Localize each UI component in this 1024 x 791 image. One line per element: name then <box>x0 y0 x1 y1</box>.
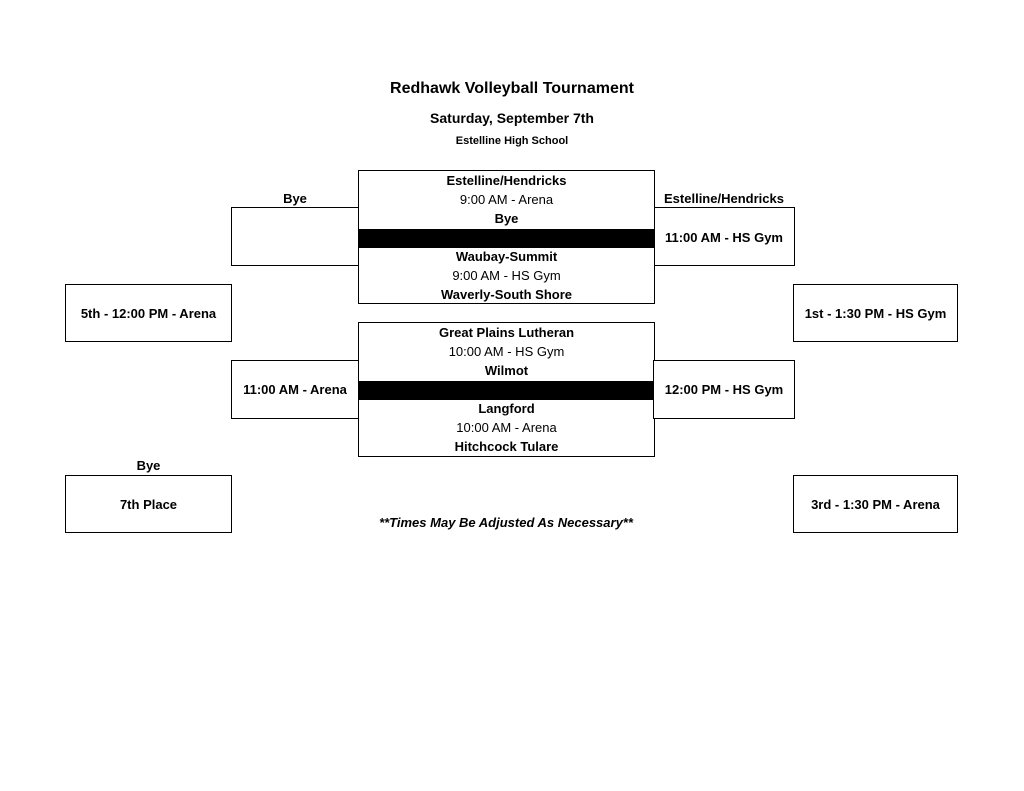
seventh-label: Bye <box>136 458 161 473</box>
right-top-box-text: 11:00 AM - HS Gym <box>664 230 783 245</box>
first-place-box <box>793 284 958 342</box>
top-match-time-a: 9:00 AM - Arena <box>459 192 554 207</box>
first-place-text: 1st - 1:30 PM - HS Gym <box>804 306 947 321</box>
top-match-team-a: Estelline/Hendricks <box>446 173 567 188</box>
right-top-label: Estelline/Hendricks <box>664 191 784 206</box>
top-match-opponent-b: Waverly-South Shore <box>441 287 572 302</box>
left-top-label: Bye <box>283 191 307 206</box>
footer-note: **Times May Be Adjusted As Necessary** <box>379 515 633 530</box>
right-mid-box-text: 12:00 PM - HS Gym <box>664 382 784 397</box>
right-mid-bracket-box <box>653 360 795 419</box>
tournament-date: Saturday, September 7th <box>430 110 594 126</box>
right-top-bracket-box <box>653 207 795 266</box>
top-match-time-b: 9:00 AM - HS Gym <box>452 268 561 283</box>
third-place-text: 3rd - 1:30 PM - Arena <box>811 497 940 512</box>
page-title: Redhawk Volleyball Tournament <box>390 80 634 97</box>
bottom-match-team-a: Great Plains Lutheran <box>438 325 575 340</box>
left-mid-box-text: 11:00 AM - Arena <box>243 382 347 397</box>
bottom-match-team-b: Langford <box>478 401 535 416</box>
bottom-match-divider-bar <box>359 381 654 400</box>
left-top-bracket-box <box>231 207 359 266</box>
fifth-place-box <box>65 284 232 342</box>
fifth-place-text: 5th - 12:00 PM - Arena <box>80 306 217 321</box>
seventh-place-text: 7th Place <box>119 497 178 512</box>
bottom-match-opponent-a: Wilmot <box>484 363 529 378</box>
bottom-match-time-a: 10:00 AM - HS Gym <box>448 344 565 359</box>
top-match-opponent-a: Bye <box>494 211 519 226</box>
left-mid-bracket-box <box>231 360 359 419</box>
bottom-match-box <box>358 322 655 457</box>
tournament-location: Estelline High School <box>455 135 569 147</box>
bottom-match-time-b: 10:00 AM - Arena <box>456 420 557 435</box>
top-match-team-b: Waubay-Summit <box>455 249 558 264</box>
top-match-box <box>358 170 655 304</box>
bottom-match-opponent-b: Hitchcock Tulare <box>454 439 559 454</box>
top-match-divider-bar <box>359 229 654 248</box>
